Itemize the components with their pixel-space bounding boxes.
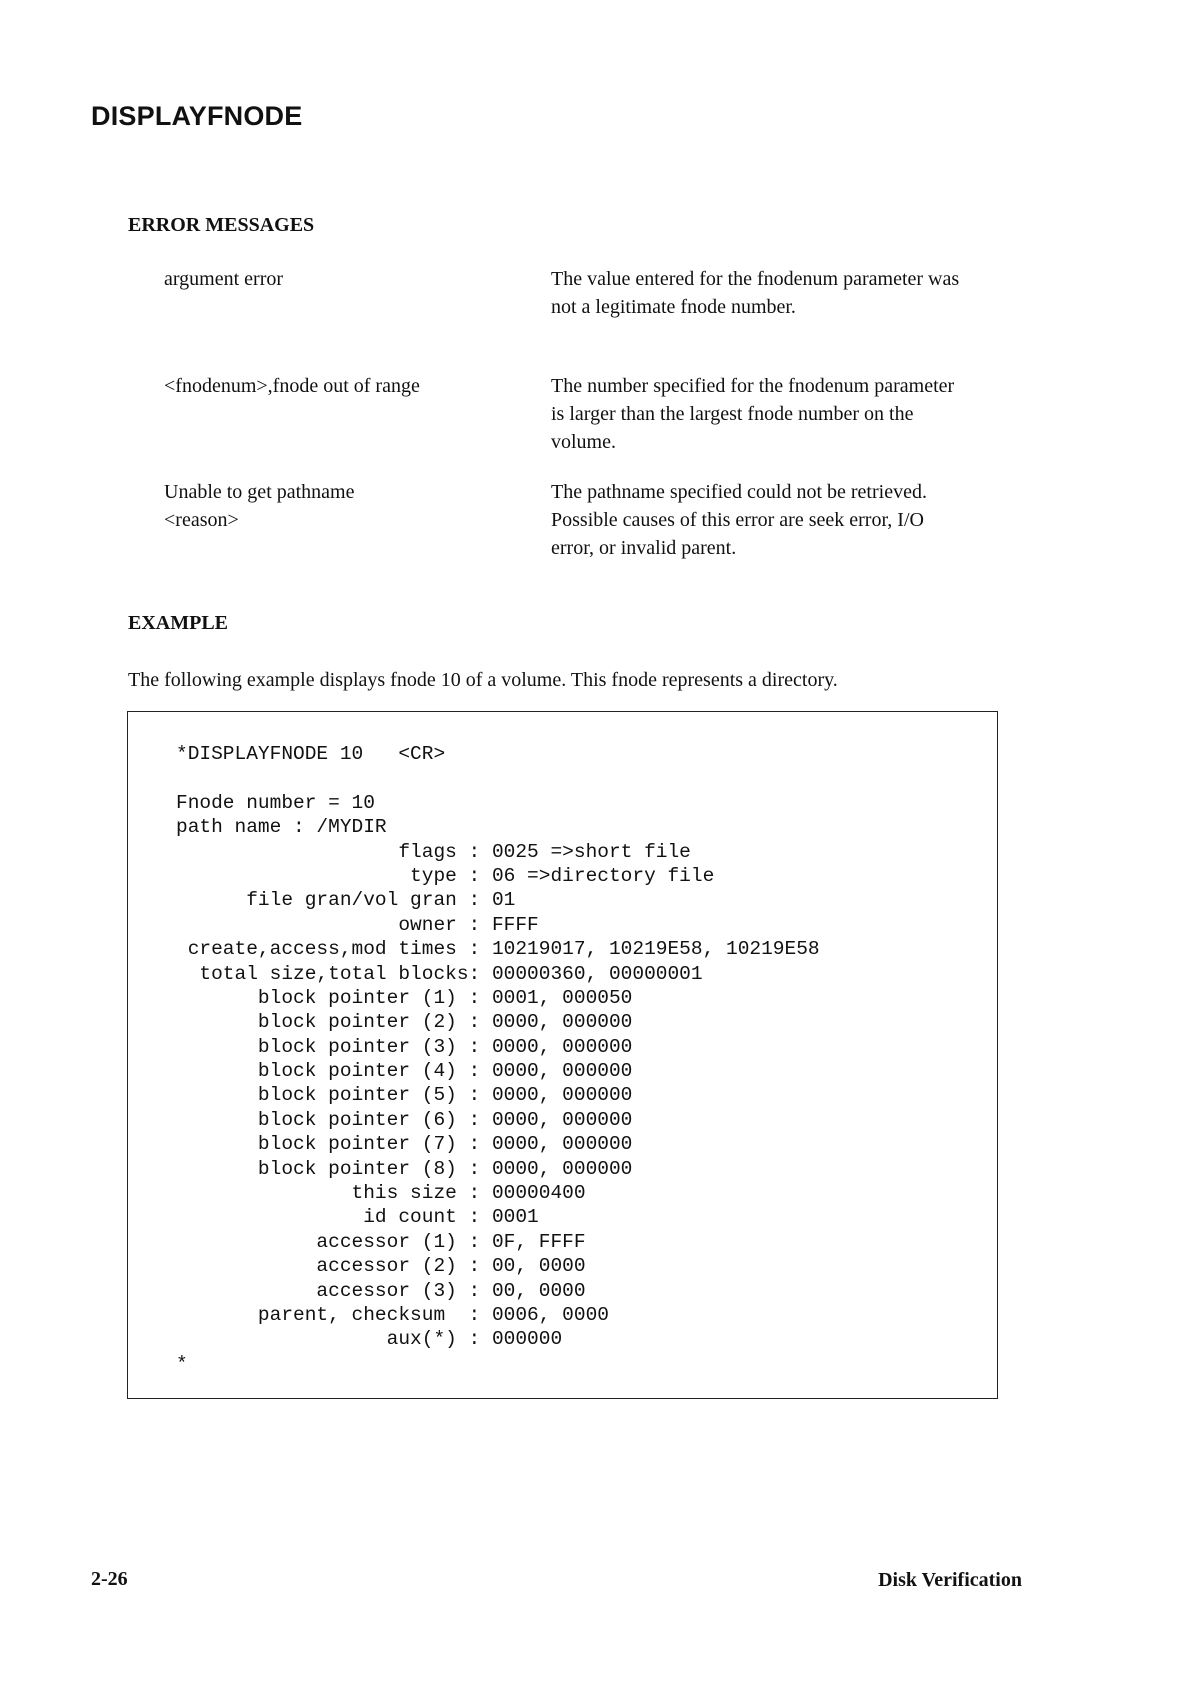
example-intro: The following example displays fnode 10 of a volume. This fnode represents a directory. xyxy=(128,669,838,691)
error-term: <fnodenum>,fnode out of range xyxy=(164,375,420,397)
code-line: aux(*) : 000000 xyxy=(176,1328,563,1351)
code-line: block pointer (5) : 0000, 000000 xyxy=(176,1084,633,1107)
code-line: type : 06 =>directory file xyxy=(176,864,715,887)
code-line: owner : FFFF xyxy=(176,913,539,936)
code-line: * xyxy=(176,1352,188,1375)
code-line: block pointer (6) : 0000, 000000 xyxy=(176,1108,633,1131)
error-term: Unable to get pathname <reason> xyxy=(164,481,355,531)
chapter-title: Disk Verification xyxy=(878,1569,1022,1591)
code-line: parent, checksum : 0006, 0000 xyxy=(176,1303,609,1326)
code-line: *DISPLAYFNODE 10 <CR> xyxy=(176,743,446,765)
error-description: The number specified for the fnodenum parameter is larger than the largest fnode number on the volume. xyxy=(551,375,955,453)
code-line: accessor (1) : 0F, FFFF xyxy=(176,1230,586,1253)
code-line: block pointer (1) : 0001, 000050 xyxy=(176,986,633,1009)
code-line: id count : 0001 xyxy=(176,1206,539,1229)
code-line: flags : 0025 =>short file xyxy=(176,840,691,863)
code-line: accessor (2) : 00, 0000 xyxy=(176,1255,586,1278)
code-line: create,access,mod times : 10219017, 10219E58, 10219E58 xyxy=(176,938,820,961)
code-line xyxy=(176,766,820,790)
code-line: block pointer (4) : 0000, 000000 xyxy=(176,1060,633,1083)
code-line: total size,total blocks: 00000360, 00000001 xyxy=(176,962,703,985)
error-description: The pathname specified could not be retrieved. Possible causes of this error are seek error, I/O error, or invalid parent. xyxy=(551,481,927,559)
error-messages-heading: ERROR MESSAGES xyxy=(128,214,315,236)
code-line: Fnode number = 10 xyxy=(176,791,375,814)
code-line: block pointer (7) : 0000, 000000 xyxy=(176,1133,633,1156)
code-line: block pointer (2) : 0000, 000000 xyxy=(176,1011,633,1034)
error-description: The value entered for the fnodenum parameter was not a legitimate fnode number. xyxy=(551,268,960,318)
code-line: block pointer (8) : 0000, 000000 xyxy=(176,1157,633,1180)
page-title: DISPLAYFNODE xyxy=(91,101,303,131)
example-heading: EXAMPLE xyxy=(128,612,228,634)
example-output-box xyxy=(127,711,998,1399)
code-line: file gran/vol gran : 01 xyxy=(176,889,516,912)
error-term: argument error xyxy=(164,268,284,290)
code-line: block pointer (3) : 0000, 000000 xyxy=(176,1035,633,1058)
code-line: path name : /MYDIR xyxy=(176,816,387,839)
code-line: this size : 00000400 xyxy=(176,1182,586,1205)
page-number: 2-26 xyxy=(91,1568,128,1590)
example-code-block xyxy=(176,742,820,1376)
code-line: accessor (3) : 00, 0000 xyxy=(176,1279,586,1302)
